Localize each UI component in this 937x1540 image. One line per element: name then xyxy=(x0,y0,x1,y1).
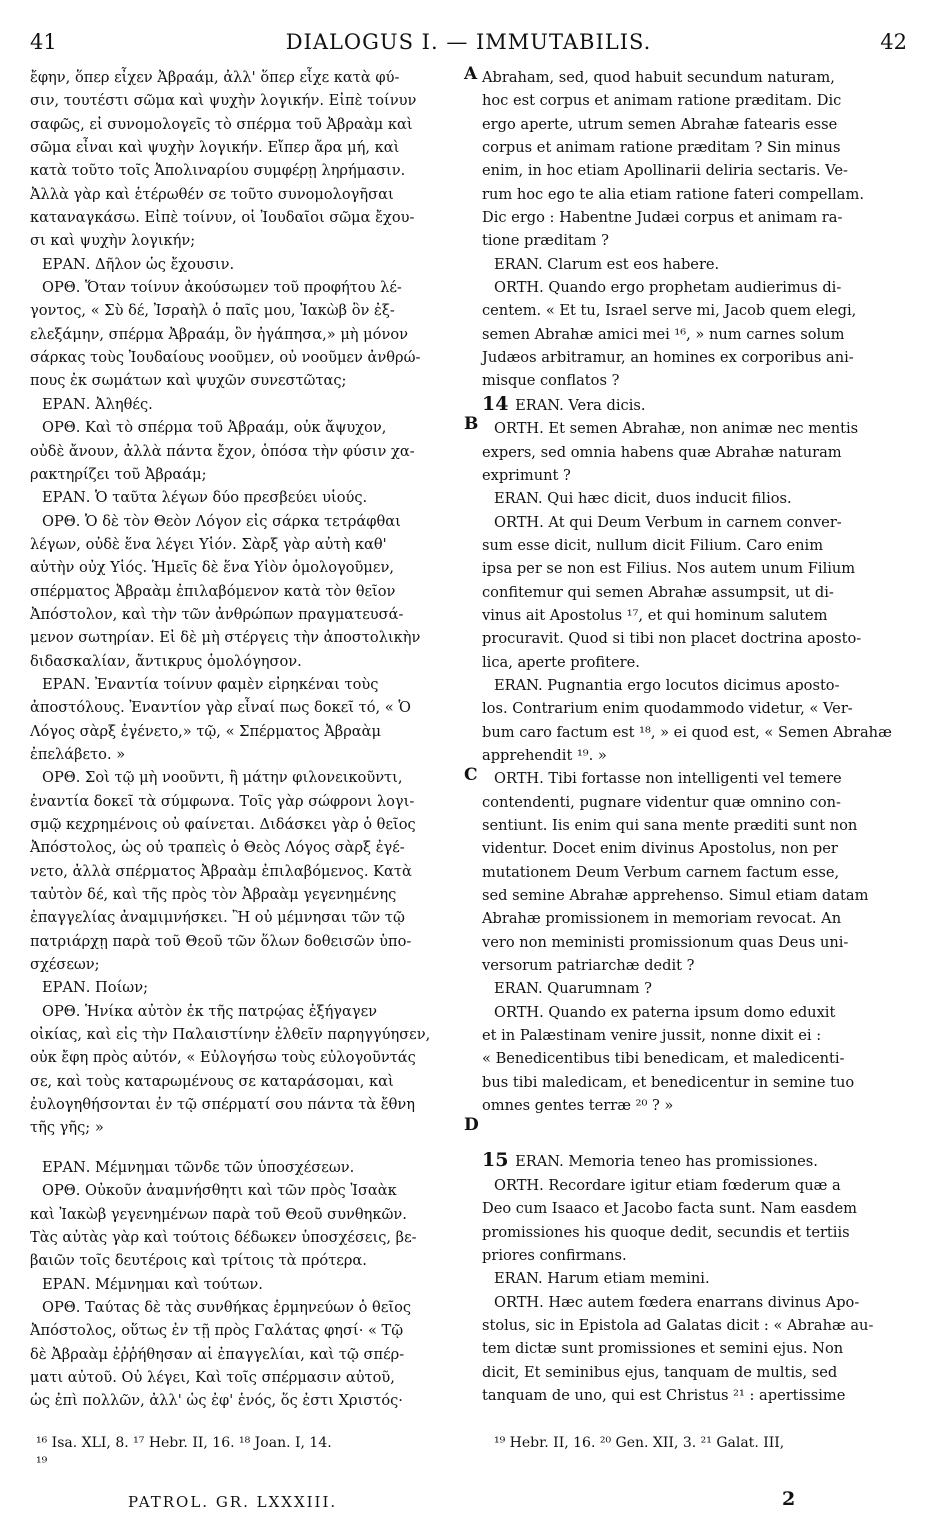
text-line: ἔφην, ὅπερ εἶχεν Ἀβραάμ, ἀλλ' ὅπερ εἶχε κατὰ φύ- xyxy=(30,69,400,86)
text-line: σπέρματος Ἀβραὰμ ἐπιλαβόμενον κατὰ τὸν θεῖον xyxy=(30,582,396,600)
text-line: τῆς γῆς; » xyxy=(30,1119,104,1137)
text-line xyxy=(30,1140,470,1156)
text-line: versorum patriarchæ dedit ? xyxy=(482,957,695,975)
text-line: λέγων, οὐδὲ ἕνα λέγει Υἱόν. Σὰρξ γὰρ αὐτὴ καθ' xyxy=(30,535,387,553)
text-line: mutationem Deum Verbum carnem factum esse, xyxy=(482,863,840,881)
text-line: ΕΡΑΝ. Ἐναντία τοίνυν φαμὲν εἰρηκέναι τοὺς xyxy=(42,675,379,693)
text-line: exprimunt ? xyxy=(482,466,571,484)
text-line: βαιῶν τοῖς δευτέροις καὶ τρίτοις τὰ πρότερα. xyxy=(30,1252,367,1270)
text-line: σχέσεων; xyxy=(30,956,100,974)
section-number: 14 xyxy=(482,392,516,415)
text-line: ipsa per se non est Filius. Nos autem unum Filium xyxy=(482,560,856,578)
footnotes-left xyxy=(36,1433,332,1473)
text-line: ORTH. Recordare igitur etiam fœderum quæ a xyxy=(494,1176,841,1194)
text-line: ἐυλογηθήσονται ἐν τῷ σπέρματί σου πάντα τὰ ἔθνη xyxy=(30,1096,416,1114)
text-line: ERAN. Harum etiam memini. xyxy=(494,1270,710,1288)
text-line: vinus ait Apostolus ¹⁷, et qui hominum salutem xyxy=(482,606,828,624)
text-line: Ἀπόστολος, ὡς οὐ τραπεὶς ὁ Θεὸς Λόγος σὰρξ ἐγέ- xyxy=(30,839,405,857)
text-line: ORTH. Tibi fortasse non intelligenti vel temere xyxy=(494,770,842,788)
text-line: Ἀλλὰ γὰρ καὶ ἑτέρωθέν σε τοῦτο συνομολογῆσαι xyxy=(30,185,394,203)
text-line: sum esse dicit, nullum dicit Filium. Caro enim xyxy=(482,536,824,554)
text-line: ΕΡΑΝ. Μέμνημαι καὶ τούτων. xyxy=(42,1275,263,1293)
text-line: ergo aperte, utrum semen Abrahæ fatearis esse xyxy=(482,115,838,133)
footnote-line: ¹⁹ Hebr. II, 16. ²⁰ Gen. XII, 3. ²¹ Galat. III, xyxy=(494,1435,785,1451)
text-line: expers, sed omnia habens quæ Abrahæ naturam xyxy=(482,443,842,461)
text-line: Abrahæ promissionem in memoriam revocat. An xyxy=(482,910,842,928)
text-line: apprehendit ¹⁹. » xyxy=(482,746,607,764)
text-line: σιν, τουτέστι σῶμα καὶ ψυχὴν λογικήν. Εἰπὲ τοίνυν xyxy=(30,92,417,110)
text-line: αὑτὴν οὐχ Υἱός. Ἡμεῖς δὲ ἕνα Υἱὸν ὁμολογοῦμεν, xyxy=(30,559,394,577)
text-line: ERAN. Quarumnam ? xyxy=(494,980,652,998)
text-line: ORTH. Hæc autem fœdera enarrans divinus Apo- xyxy=(494,1293,860,1311)
text-line: καταναγκάσω. Εἰπὲ τοίνυν, οἱ Ἰουδαῖοι σῶμα ἔχου- xyxy=(30,209,415,227)
text-line: 15 ERAN. Memoria teneo has promissiones. xyxy=(482,1149,818,1172)
text-line: Judæos arbitramur, an homines ex corporibus ani- xyxy=(482,349,854,367)
text-line: videntur. Docet enim divinus Apostolus, non per xyxy=(482,840,838,858)
text-line: ΟΡΘ. Ἡνίκα αὐτὸν ἐκ τῆς πατρῴας ἐξήγαγεν xyxy=(42,1002,378,1020)
text-line: δὲ Ἀβραὰμ ἐῤῥήθησαν αἱ ἐπαγγελίαι, καὶ τῷ σπέρ- xyxy=(30,1345,405,1363)
text-line: ΕΡΑΝ. Ὁ ταῦτα λέγων δύο πρεσβεύει υἱούς. xyxy=(42,489,368,507)
text-line: « Benedicentibus tibi benedicam, et maledicenti- xyxy=(482,1050,845,1068)
footnotes-right xyxy=(494,1433,784,1453)
margin-label-b: B xyxy=(464,414,479,434)
text-line: ταὐτὸν δέ, καὶ τῆς πρὸς τὸν Ἀβραὰμ γεγενημένης xyxy=(30,886,397,904)
text-line: tanquam de uno, qui est Christus ²¹ : apertissime xyxy=(482,1386,846,1404)
text-line: σάρκας τοὺς Ἰουδαίους νοοῦμεν, οὐ νοοῦμεν ἀνθρώ- xyxy=(30,349,421,367)
text-line: corpus et animam ratione præditam ? Sin minus xyxy=(482,139,841,157)
text-line: Λόγος σὰρξ ἐγένετο,» τῷ, « Σπέρματος Ἀβραὰμ xyxy=(30,722,381,740)
text-line: sentiunt. Iis enim qui sana mente præditi sunt non xyxy=(482,817,858,834)
text-line: ΕΡΑΝ. Μέμνημαι τῶνδε τῶν ὑποσχέσεων. xyxy=(42,1158,355,1176)
text-line: et in Palæstinam venire jussit, nonne dixit ei : xyxy=(482,1027,822,1045)
text-line: μενον σωτηρίαν. Εἰ δὲ μὴ στέργεις τὴν ἀποστολικὴν xyxy=(30,629,421,647)
text-line: ΟΡΘ. Ταύτας δὲ τὰς συνθήκας ἑρμηνεύων ὁ θεῖος xyxy=(42,1298,412,1316)
text-line: semen Abrahæ amici mei ¹⁶, » num carnes solum xyxy=(482,325,845,343)
text-line: ORTH. At qui Deum Verbum in carnem conver- xyxy=(494,513,842,531)
text-line: ΟΡΘ. Ὅταν τοίνυν ἀκούσωμεν τοῦ προφήτου λέ- xyxy=(42,279,402,297)
text-line: tem dictæ sunt promissiones et semini ejus. Non xyxy=(482,1340,844,1358)
text-line: σε, καὶ τοὺς καταρωμένους σε καταράσομαι, καὶ xyxy=(30,1072,394,1090)
text-line xyxy=(482,1133,907,1149)
text-line: contendenti, pugnare videntur quæ omnino con- xyxy=(482,793,841,811)
text-line: Abraham, sed, quod habuit secundum naturam, xyxy=(482,69,835,86)
text-line: 14 ERAN. Vera dicis. xyxy=(482,392,646,415)
text-line: Dic ergo : Habentne Judæi corpus et animam ra- xyxy=(482,209,843,227)
text-line: ORTH. Et semen Abrahæ, non animæ nec mentis xyxy=(494,420,859,438)
text-line: σαφῶς, εἰ συνομολογεῖς τὸ σπέρμα τοῦ Ἀβραὰμ καὶ xyxy=(30,115,413,133)
text-line: σι καὶ ψυχὴν λογικήν; xyxy=(30,232,196,250)
text-line: bum caro factum est ¹⁸, » ei quod est, « Semen Abrahæ xyxy=(482,723,892,741)
text-line: ΟΡΘ. Καὶ τὸ σπέρμα τοῦ Ἀβραάμ, οὐκ ἄψυχον, xyxy=(42,419,387,437)
page-number-left: 41 xyxy=(30,30,57,54)
section-number: 15 xyxy=(482,1149,516,1172)
latin-column xyxy=(482,66,907,1407)
text-line: ΟΡΘ. Σοὶ τῷ μὴ νοοῦντι, ἢ μάτην φιλονεικοῦντι, xyxy=(42,769,403,787)
series-footer: PATROL. GR. LXXXIII. xyxy=(128,1493,338,1511)
text-line: καὶ Ἰακὼβ γεγενημένων παρὰ τοῦ Θεοῦ συνθηκῶν. xyxy=(30,1205,407,1223)
text-line: priores confirmans. xyxy=(482,1246,627,1264)
text-line: Τὰς αὐτὰς γὰρ καὶ τούτοις δέδωκεν ὑποσχέσεις, βε- xyxy=(30,1228,417,1246)
margin-label-d: D xyxy=(464,1115,479,1135)
text-line: σμῷ κεχρημένοις οὐ φαίνεται. Διδάσκει γὰρ ὁ θεῖος xyxy=(30,816,416,833)
text-line: stolus, sic in Epistola ad Galatas dicit : « Abrahæ au- xyxy=(482,1316,874,1334)
text-line: dicit, Et seminibus ejus, tanquam de multis, sed xyxy=(482,1363,838,1381)
text-line: promissiones his quoque dedit, secundis et tertiis xyxy=(482,1223,850,1241)
text-line: omnes gentes terræ ²⁰ ? » xyxy=(482,1097,674,1115)
text-line: procuravit. Quod si tibi non placet doctrina aposto- xyxy=(482,630,862,648)
text-line: ΟΡΘ. Οὐκοῦν ἀναμνήσθητι καὶ τῶν πρὸς Ἰσαὰκ xyxy=(42,1182,397,1200)
text-line: διδασκαλίαν, ἄντικρυς ὁμολόγησον. xyxy=(30,652,302,670)
text-line: ἐναντία δοκεῖ τὰ σύμφωνα. Τοῖς γὰρ σώφρονι λογι- xyxy=(30,792,415,810)
text-line xyxy=(482,1117,907,1133)
text-line: ΟΡΘ. Ὁ δὲ τὸν Θεὸν Λόγον εἰς σάρκα τετράφθαι xyxy=(42,512,401,530)
text-line: ERAN. Clarum est eos habere. xyxy=(494,255,720,273)
text-line: ματι αὐτοῦ. Οὐ λέγει, Καὶ τοῖς σπέρμασιν αὐτοῦ, xyxy=(30,1368,395,1386)
text-line: ἐπελάβετο. » xyxy=(30,745,126,763)
text-line: οὐκ ἔφη πρὸς αὐτόν, « Εὐλογήσω τοὺς εὐλογοῦντάς xyxy=(30,1049,416,1067)
text-line: οἰκίας, καὶ εἰς τὴν Παλαιστίνην ἐλθεῖν παρηγγύησεν, xyxy=(30,1026,431,1044)
text-line: ελεξάμην, σπέρμα Ἀβραάμ, ὃν ἠγάπησα,» μὴ μόνον xyxy=(30,325,408,343)
running-header xyxy=(30,30,907,60)
text-line: ὡς ἐπὶ πολλῶν, ἀλλ' ὡς ἐφ' ἑνός, ὅς ἐστι Χριστός· xyxy=(30,1392,403,1410)
signature-mark: 2 xyxy=(782,1488,796,1510)
text-line: κατὰ τοῦτο τοῖς Ἀπολιναρίου συμφέρῃ ληρήμασιν. xyxy=(30,162,406,180)
text-line: πατριάρχῃ παρὰ τοῦ Θεοῦ τῶν ὅλων δοθεισῶν ὑπο- xyxy=(30,932,412,950)
text-line: ΕΡΑΝ. Δῆλον ὡς ἔχουσιν. xyxy=(42,255,235,273)
text-line: ORTH. Quando ex paterna ipsum domo eduxit xyxy=(494,1003,836,1021)
text-line: πους ἐκ σωμάτων καὶ ψυχῶν συνεστῶτας; xyxy=(30,372,347,390)
text-line: misque conflatos ? xyxy=(482,372,620,390)
text-line: Deo cum Isaaco et Jacobo facta sunt. Nam easdem xyxy=(482,1200,857,1218)
text-line: rum hoc ego te alia etiam ratione fateri compellam. xyxy=(482,185,864,203)
text-line: sed semine Abrahæ apprehenso. Simul etiam datam xyxy=(482,887,869,905)
text-line: ἀποστόλους. Ἐναντίον γὰρ εἶναί πως δοκεῖ τό, « Ὁ xyxy=(30,699,411,717)
text-line: νετο, ἀλλὰ σπέρματος Ἀβραὰμ ἐπιλαβόμενος. Κατὰ xyxy=(30,862,412,880)
text-line: hoc est corpus et animam ratione præditam. Dic xyxy=(482,92,842,110)
text-line: γοντος, « Σὺ δέ, Ἰσραὴλ ὁ παῖς μου, Ἰακὼβ ὃν ἐξ- xyxy=(30,302,395,320)
running-title: DIALOGUS I. — IMMUTABILIS. xyxy=(285,30,652,54)
text-line: centem. « Et tu, Israel serve mi, Jacob quem elegi, xyxy=(482,302,857,320)
text-line: ΕΡΑΝ. Ποίων; xyxy=(42,979,148,997)
text-line: ΕΡΑΝ. Ἀληθές. xyxy=(42,395,153,413)
text-line: ERAN. Qui hæc dicit, duos inducit filios. xyxy=(494,490,792,508)
greek-column xyxy=(30,66,470,1413)
text-line: confitemur qui semen Abrahæ assumpsit, ut di- xyxy=(482,583,834,601)
text-line: σῶμα εἶναι καὶ ψυχὴν λογικήν. Εἴπερ ἄρα μή, καὶ xyxy=(30,139,400,157)
footnote-line: ¹⁹ xyxy=(36,1455,48,1471)
text-line: ρακτηρίζει τοῦ Ἀβραάμ; xyxy=(30,465,207,483)
text-line: Ἀπόστολον, καὶ τὴν τῶν ἀνθρώπων πραγματευσά- xyxy=(30,605,404,623)
page-number-right: 42 xyxy=(880,30,907,54)
text-line: los. Contrarium enim quodammodo videtur, « Ver- xyxy=(482,700,853,718)
margin-label-a: A xyxy=(464,64,478,84)
text-line: lica, aperte profitere. xyxy=(482,653,640,671)
footnote-line: ¹⁶ Isa. XLI, 8. ¹⁷ Hebr. II, 16. ¹⁸ Joan. I, 14. xyxy=(36,1435,332,1451)
text-line: tione præditam ? xyxy=(482,232,609,250)
text-line: enim, in hoc etiam Apollinarii deliria sectaris. Ve- xyxy=(482,162,848,180)
text-line: οὐδὲ ἄνουν, ἀλλὰ πάντα ἔχον, ὁπόσα τὴν φύσιν χα- xyxy=(30,442,415,460)
text-line: ERAN. Pugnantia ergo locutos dicimus aposto- xyxy=(494,676,840,694)
text-line: ἐπαγγελίας ἀναμιμνήσκει. Ἢ οὐ μέμνησαι τῶν τῷ xyxy=(30,909,405,927)
text-line: Ἀπόστολος, οὕτως ἐν τῇ πρὸς Γαλάτας φησί· « Τῷ xyxy=(30,1322,404,1340)
text-line: bus tibi maledicam, et benedicentur in semine tuo xyxy=(482,1073,855,1091)
margin-label-c: C xyxy=(464,765,478,785)
text-line: vero non meministi promissionum quas Deus uni- xyxy=(482,933,849,951)
text-line: ORTH. Quando ergo prophetam audierimus di- xyxy=(494,279,842,297)
